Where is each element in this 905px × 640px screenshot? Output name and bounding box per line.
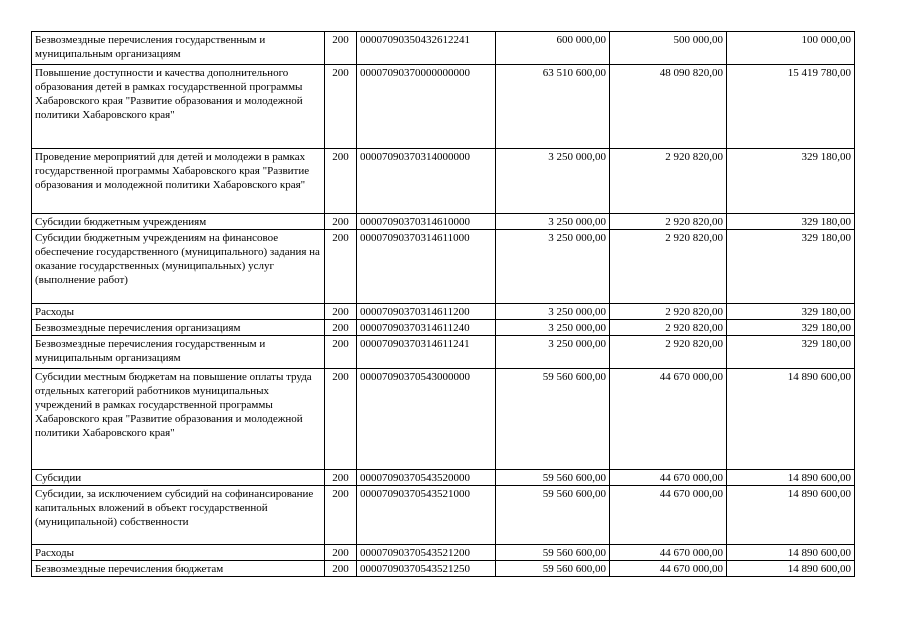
expense-name: Расходы: [32, 545, 325, 561]
classification-code: 00007090370314000000: [357, 149, 496, 214]
amount-planned: 3 250 000,00: [496, 320, 610, 336]
expense-name: Проведение мероприятий для детей и молодежи в рамках государственной программы Хабаровского края "Развитие образования и молодежной политики Хабаровского края": [32, 149, 325, 214]
budget-table-body: [32, 32, 855, 577]
expense-name: Безвозмездные перечисления государственным и муниципальным организациям: [32, 32, 325, 65]
amount-remaining: 329 180,00: [727, 149, 855, 214]
admin-code: 200: [325, 214, 357, 230]
admin-code: 200: [325, 65, 357, 149]
amount-remaining: 14 890 600,00: [727, 545, 855, 561]
classification-code: 00007090370543520000: [357, 470, 496, 486]
amount-executed: 48 090 820,00: [610, 65, 727, 149]
table-row: [32, 561, 855, 577]
amount-planned: 59 560 600,00: [496, 545, 610, 561]
amount-executed: 2 920 820,00: [610, 214, 727, 230]
amount-executed: 44 670 000,00: [610, 545, 727, 561]
table-row: [32, 149, 855, 214]
expense-name: Субсидии: [32, 470, 325, 486]
admin-code: 200: [325, 561, 357, 577]
classification-code: 00007090350432612241: [357, 32, 496, 65]
admin-code: 200: [325, 32, 357, 65]
expense-name: Безвозмездные перечисления бюджетам: [32, 561, 325, 577]
table-row: [32, 65, 855, 149]
amount-remaining: 14 890 600,00: [727, 470, 855, 486]
admin-code: 200: [325, 304, 357, 320]
expense-name: Субсидии бюджетным учреждениям на финансовое обеспечение государственного (муниципального) задания на оказание государственных (муниципальных) услуг (выполнение работ): [32, 230, 325, 304]
classification-code: 00007090370000000000: [357, 65, 496, 149]
expense-name: Субсидии бюджетным учреждениям: [32, 214, 325, 230]
amount-executed: 44 670 000,00: [610, 470, 727, 486]
amount-remaining: 329 180,00: [727, 304, 855, 320]
table-row: [32, 369, 855, 470]
expense-name: Субсидии, за исключением субсидий на софинансирование капитальных вложений в объект государственной (муниципальной) собственности: [32, 486, 325, 545]
amount-planned: 3 250 000,00: [496, 149, 610, 214]
amount-executed: 500 000,00: [610, 32, 727, 65]
classification-code: 00007090370543521250: [357, 561, 496, 577]
expense-name: Субсидии местным бюджетам на повышение оплаты труда отдельных категорий работников муниципальных учреждений в рамках государственной программы Хабаровского края "Развитие образования и молодежной политики Хабаровского края": [32, 369, 325, 470]
expense-name: Безвозмездные перечисления государственным и муниципальным организациям: [32, 336, 325, 369]
amount-planned: 3 250 000,00: [496, 336, 610, 369]
table-row: [32, 304, 855, 320]
amount-executed: 2 920 820,00: [610, 230, 727, 304]
admin-code: 200: [325, 230, 357, 304]
classification-code: 00007090370314611200: [357, 304, 496, 320]
classification-code: 00007090370543000000: [357, 369, 496, 470]
amount-executed: 2 920 820,00: [610, 149, 727, 214]
admin-code: 200: [325, 545, 357, 561]
table-row: [32, 470, 855, 486]
amount-planned: 63 510 600,00: [496, 65, 610, 149]
expense-name: Расходы: [32, 304, 325, 320]
amount-remaining: 14 890 600,00: [727, 486, 855, 545]
admin-code: 200: [325, 149, 357, 214]
table-row: [32, 320, 855, 336]
amount-remaining: 100 000,00: [727, 32, 855, 65]
admin-code: 200: [325, 470, 357, 486]
amount-executed: 2 920 820,00: [610, 320, 727, 336]
amount-planned: 3 250 000,00: [496, 304, 610, 320]
classification-code: 00007090370314611240: [357, 320, 496, 336]
amount-planned: 59 560 600,00: [496, 486, 610, 545]
budget-table: [31, 31, 855, 577]
table-row: [32, 230, 855, 304]
amount-remaining: 329 180,00: [727, 320, 855, 336]
amount-planned: 59 560 600,00: [496, 561, 610, 577]
classification-code: 00007090370543521200: [357, 545, 496, 561]
table-row: [32, 545, 855, 561]
amount-remaining: 14 890 600,00: [727, 369, 855, 470]
classification-code: 00007090370314611000: [357, 230, 496, 304]
admin-code: 200: [325, 486, 357, 545]
table-row: [32, 486, 855, 545]
amount-planned: 600 000,00: [496, 32, 610, 65]
amount-remaining: 15 419 780,00: [727, 65, 855, 149]
amount-executed: 44 670 000,00: [610, 369, 727, 470]
amount-executed: 2 920 820,00: [610, 336, 727, 369]
classification-code: 00007090370314611241: [357, 336, 496, 369]
amount-executed: 44 670 000,00: [610, 486, 727, 545]
amount-executed: 2 920 820,00: [610, 304, 727, 320]
amount-planned: 59 560 600,00: [496, 369, 610, 470]
amount-planned: 3 250 000,00: [496, 230, 610, 304]
expense-name: Безвозмездные перечисления организациям: [32, 320, 325, 336]
table-row: [32, 32, 855, 65]
amount-planned: 3 250 000,00: [496, 214, 610, 230]
expense-name: Повышение доступности и качества дополнительного образования детей в рамках государственной программы Хабаровского края "Развитие образования и молодежной политики Хабаровского края": [32, 65, 325, 149]
amount-remaining: 329 180,00: [727, 336, 855, 369]
amount-remaining: 329 180,00: [727, 230, 855, 304]
classification-code: 00007090370543521000: [357, 486, 496, 545]
classification-code: 00007090370314610000: [357, 214, 496, 230]
amount-executed: 44 670 000,00: [610, 561, 727, 577]
admin-code: 200: [325, 320, 357, 336]
admin-code: 200: [325, 369, 357, 470]
amount-planned: 59 560 600,00: [496, 470, 610, 486]
table-row: [32, 214, 855, 230]
table-row: [32, 336, 855, 369]
amount-remaining: 329 180,00: [727, 214, 855, 230]
admin-code: 200: [325, 336, 357, 369]
amount-remaining: 14 890 600,00: [727, 561, 855, 577]
